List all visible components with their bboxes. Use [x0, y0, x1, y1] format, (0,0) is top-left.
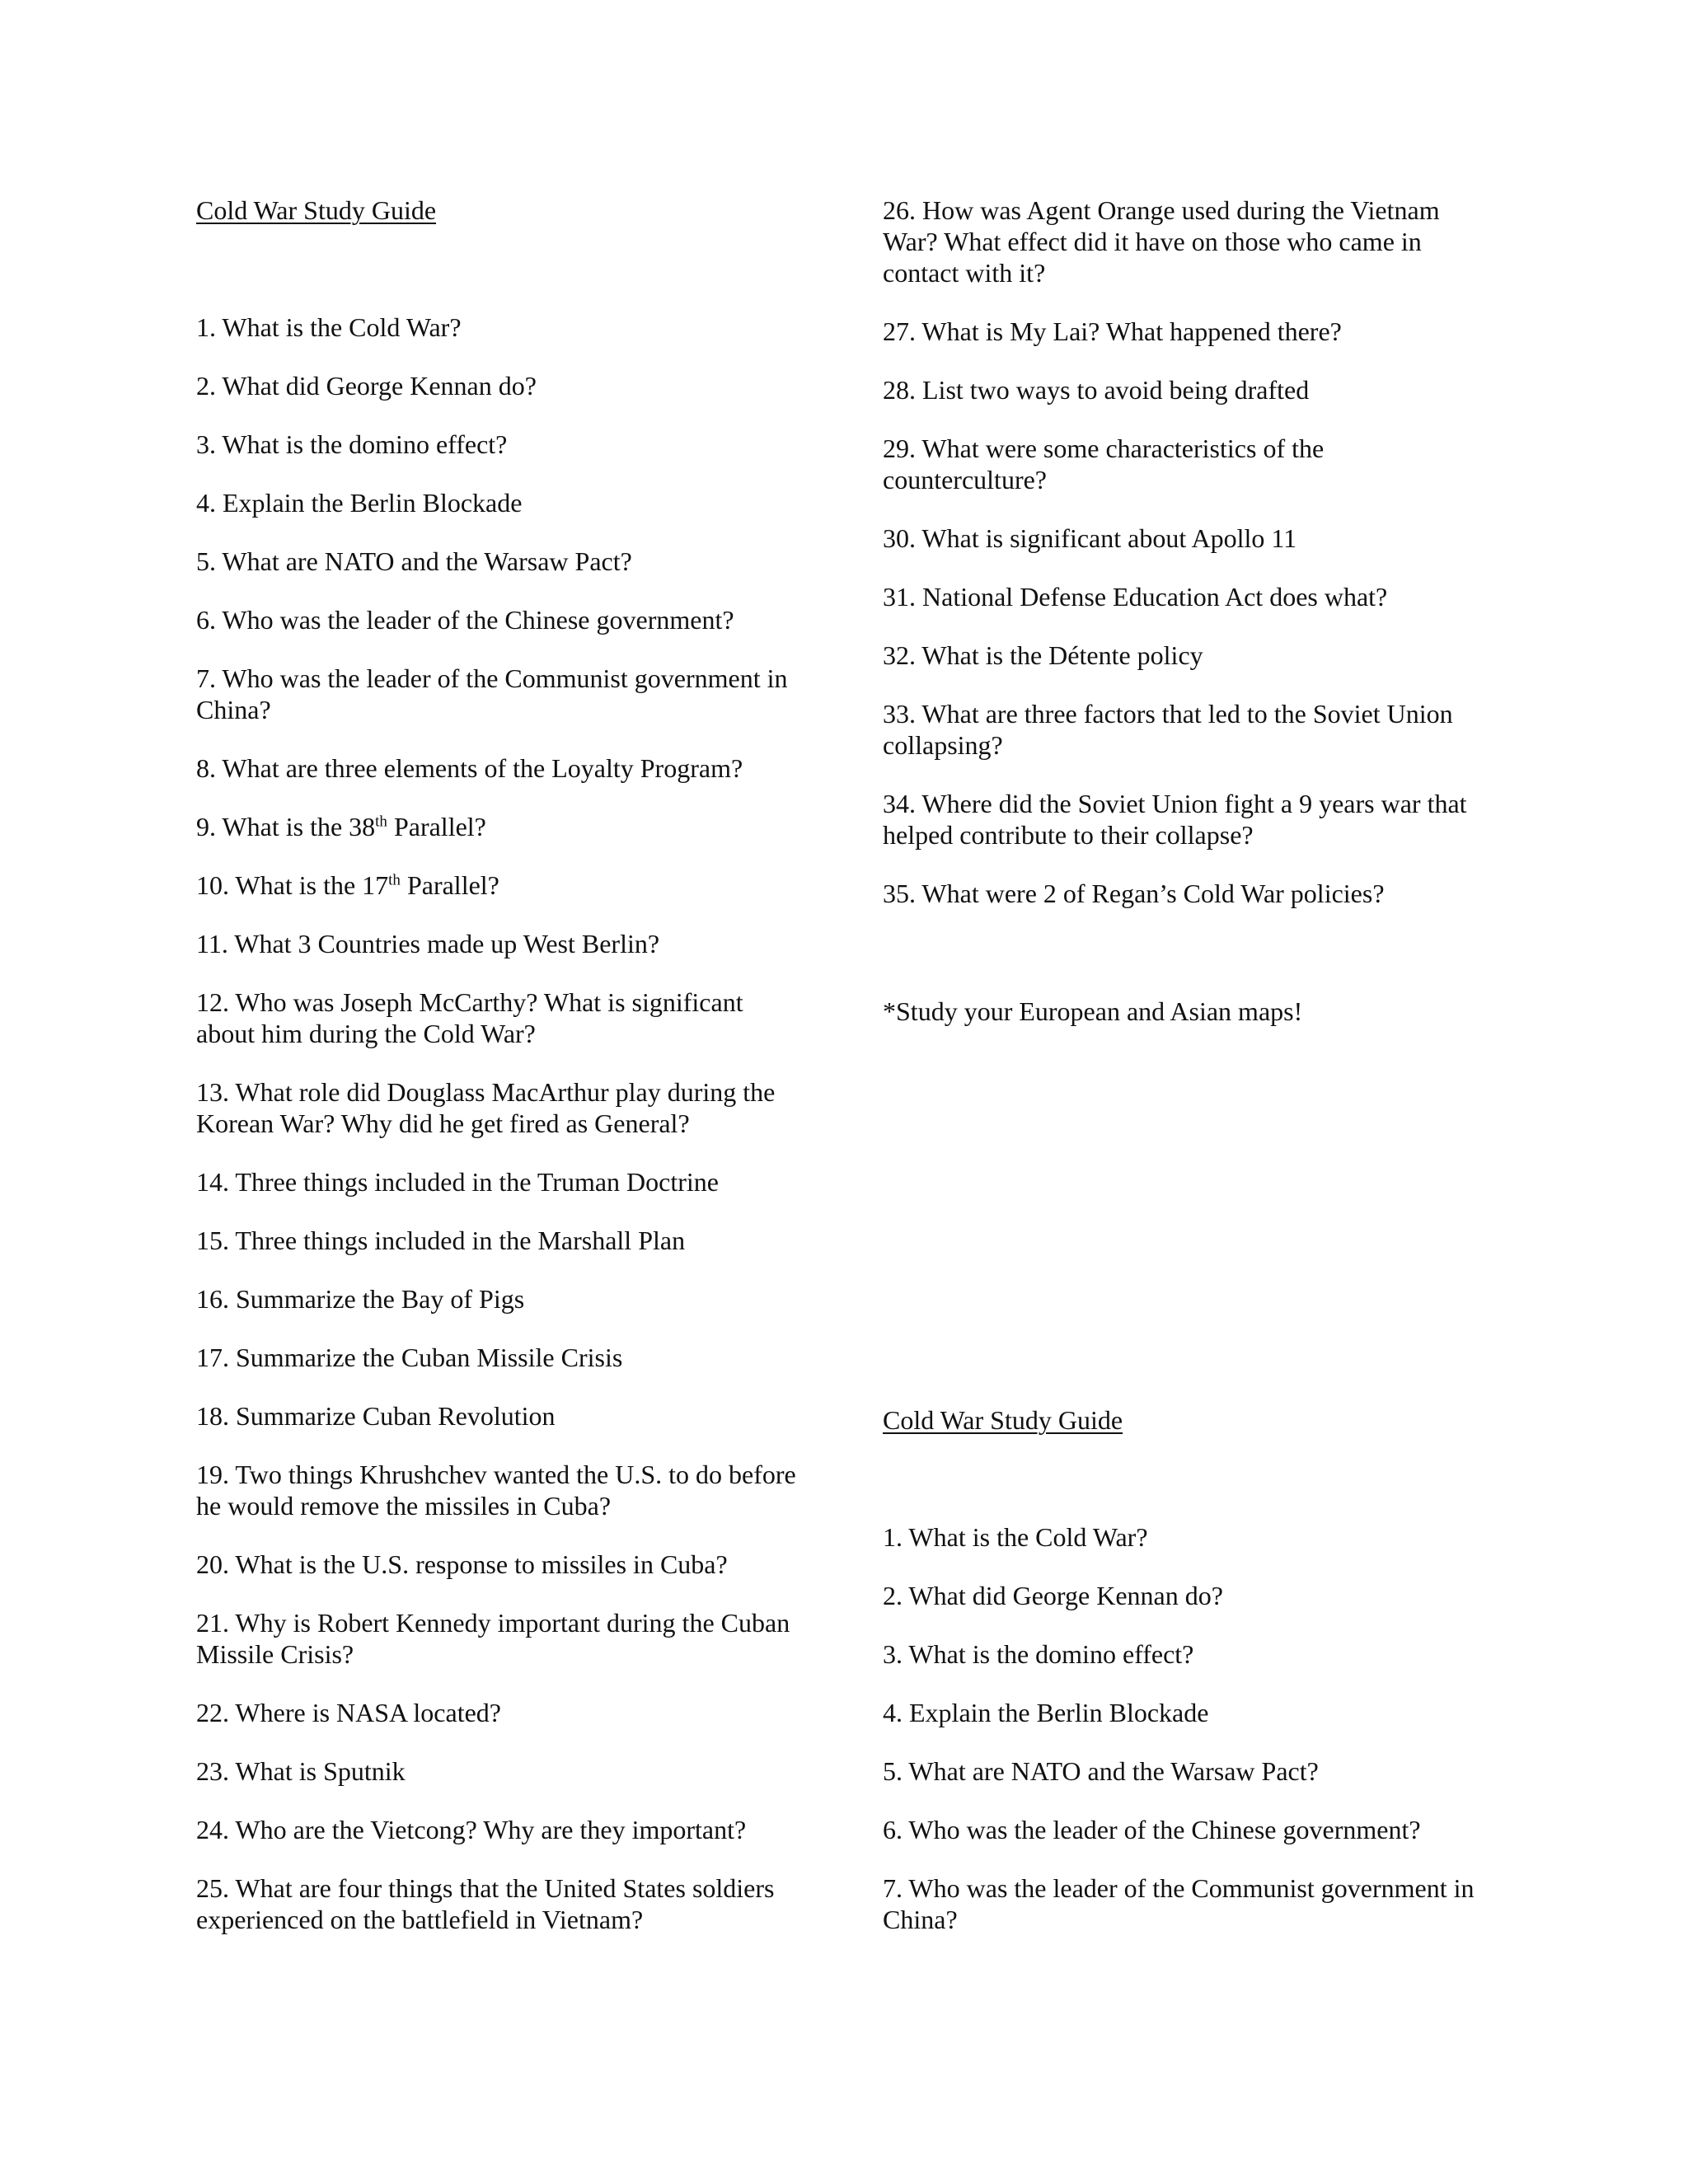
page-title: Cold War Study Guide: [196, 195, 437, 225]
repeat-column: [883, 1404, 1493, 1962]
question-item: 31. National Defense Education Act does what?: [883, 582, 1388, 612]
question-item: 2. What did George Kennan do?: [883, 1581, 1223, 1610]
question-item: 4. Explain the Berlin Blockade: [196, 488, 523, 518]
question-item: 6. Who was the leader of the Chinese government?: [883, 1815, 1421, 1844]
question-item: 20. What is the U.S. response to missiles in Cuba?: [196, 1549, 728, 1579]
question-list-right: [883, 194, 1493, 909]
right-column: [883, 194, 1493, 1027]
question-item: 4. Explain the Berlin Blockade: [883, 1698, 1209, 1727]
question-list-left: [196, 312, 806, 1935]
question-item: 23. What is Sputnik: [196, 1756, 406, 1786]
question-item: 29. What were some characteristics of the counterculture?: [883, 434, 1325, 494]
question-item: 16. Summarize the Bay of Pigs: [196, 1284, 525, 1314]
left-column: [196, 194, 806, 1962]
question-item: 28. List two ways to avoid being drafted: [883, 375, 1310, 405]
question-text: 10. What is the 17: [196, 870, 389, 900]
question-item: 13. What role did Douglass MacArthur play during the Korean War? Why did he get fired as General?: [196, 1077, 776, 1138]
question-text: Parallel?: [400, 870, 499, 900]
question-text: 9. What is the 38: [196, 812, 376, 841]
question-item: 22. Where is NASA located?: [196, 1698, 501, 1727]
question-item: 32. What is the Détente policy: [883, 640, 1203, 670]
question-item: 5. What are NATO and the Warsaw Pact?: [883, 1756, 1319, 1786]
question-item: 35. What were 2 of Regan’s Cold War policies?: [883, 879, 1385, 908]
question-item: [196, 811, 806, 842]
question-item: 17. Summarize the Cuban Missile Crisis: [196, 1343, 623, 1372]
question-item: 1. What is the Cold War?: [883, 1522, 1148, 1552]
study-note: *Study your European and Asian maps!: [883, 996, 1303, 1026]
question-item: 15. Three things included in the Marshall Plan: [196, 1226, 686, 1255]
question-item: 5. What are NATO and the Warsaw Pact?: [196, 546, 632, 576]
question-item: 26. How was Agent Orange used during the Vietnam War? What effect did it have on those who came in contact with it?: [883, 195, 1440, 288]
question-item: 6. Who was the leader of the Chinese government?: [196, 605, 734, 635]
question-item: 33. What are three factors that led to the Soviet Union collapsing?: [883, 699, 1453, 760]
question-item: 24. Who are the Vietcong? Why are they important?: [196, 1815, 747, 1844]
question-item: 2. What did George Kennan do?: [196, 371, 537, 401]
repeat-title: Cold War Study Guide: [883, 1405, 1123, 1435]
question-item: 11. What 3 Countries made up West Berlin?: [196, 929, 660, 958]
question-item: 30. What is significant about Apollo 11: [883, 523, 1297, 553]
question-item: 3. What is the domino effect?: [196, 429, 508, 459]
question-item: 27. What is My Lai? What happened there?: [883, 316, 1342, 346]
question-item: 18. Summarize Cuban Revolution: [196, 1401, 556, 1431]
question-item: 12. Who was Joseph McCarthy? What is significant about him during the Cold War?: [196, 987, 743, 1048]
question-item: 1. What is the Cold War?: [196, 312, 462, 342]
question-item: 3. What is the domino effect?: [883, 1639, 1194, 1669]
question-item: 34. Where did the Soviet Union fight a 9 years war that helped contribute to their collapse?: [883, 789, 1467, 850]
ordinal-superscript: th: [388, 871, 401, 889]
question-item: 7. Who was the leader of the Communist government in China?: [196, 663, 788, 724]
question-list-repeat: [883, 1521, 1493, 1935]
question-item: 19. Two things Khrushchev wanted the U.S. to do before he would remove the missiles in Cuba?: [196, 1460, 796, 1521]
question-item: 7. Who was the leader of the Communist government in China?: [883, 1873, 1475, 1934]
question-item: 21. Why is Robert Kennedy important during the Cuban Missile Crisis?: [196, 1608, 790, 1669]
question-item: 14. Three things included in the Truman Doctrine: [196, 1167, 719, 1197]
question-text: Parallel?: [387, 812, 486, 841]
question-item: 25. What are four things that the United States soldiers experienced on the battlefield in Vietnam?: [196, 1873, 775, 1934]
ordinal-superscript: th: [375, 813, 387, 831]
question-item: [196, 869, 806, 901]
question-item: 8. What are three elements of the Loyalty Program?: [196, 753, 743, 783]
